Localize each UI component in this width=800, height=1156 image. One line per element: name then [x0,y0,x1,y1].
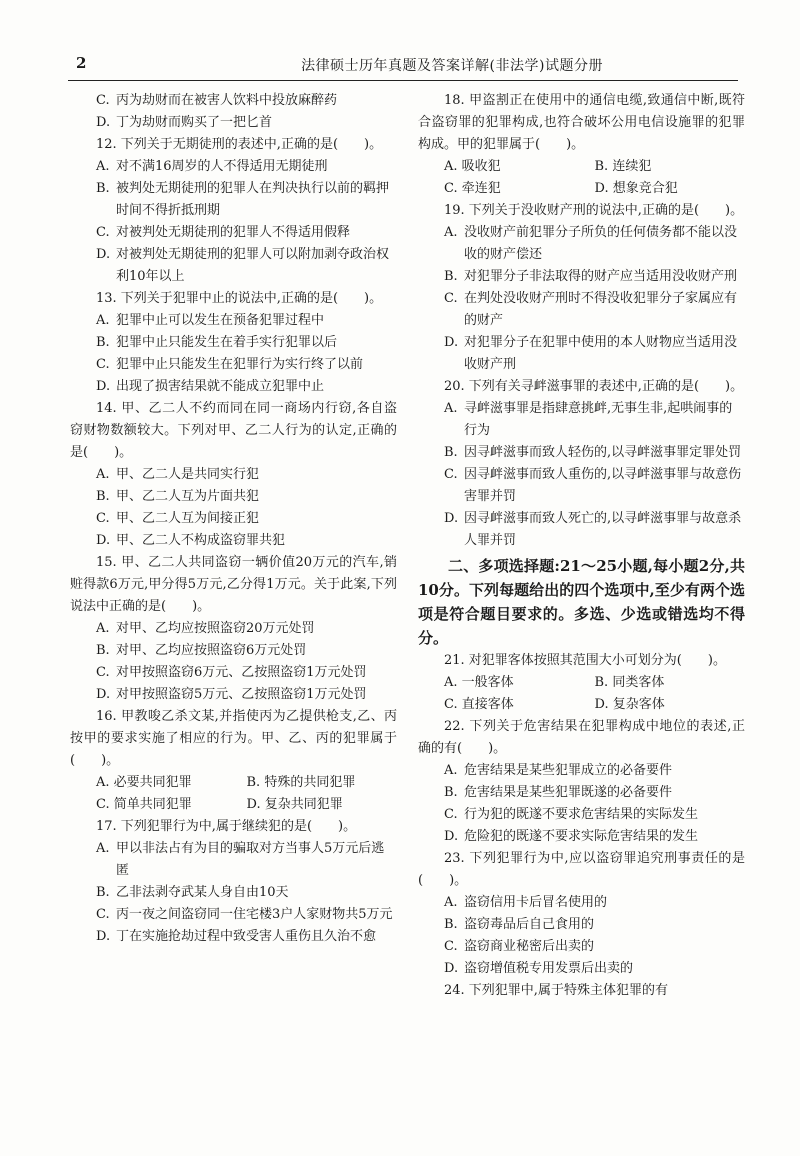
option-text: 犯罪中止可以发生在预备犯罪过程中 [116,313,325,328]
question-20-stem: 20. 下列有关寻衅滋事罪的表述中,正确的是( )。 [444,379,744,394]
option-row [418,156,745,178]
option-label: B. [96,489,110,504]
option-label: D. [594,697,609,712]
option [418,958,745,980]
option-text: 乙非法剥夺武某人身自由10天 [116,885,289,900]
option-label: A. [444,763,458,778]
option-text: 对不满16周岁的人不得适用无期徒刑 [116,159,328,174]
option [595,672,746,694]
option [70,178,397,222]
option-text: 对犯罪分子非法取得的财产应当适用没收财产刑 [464,269,738,284]
option-text: 丁为劫财而购买了一把匕首 [116,115,273,130]
option-label: A. [444,401,458,416]
option [70,926,397,948]
option-label: D. [444,511,459,526]
option [444,156,595,178]
option [70,618,397,640]
option-label: A. [444,895,458,910]
option [70,156,397,178]
option-row [418,672,745,694]
option-label: A. [96,621,110,636]
option-label: D. [444,961,459,976]
option [418,442,745,464]
option-label: B. [96,885,110,900]
option-row [70,772,397,794]
option [70,376,397,398]
option-text: 想象竞合犯 [612,181,678,196]
option [595,694,746,716]
option [418,464,745,508]
option-text: 寻衅滋事罪是指肆意挑衅,无事生非,起哄闹事的行为 [464,401,733,438]
option-text: 犯罪中止只能发生在着手实行犯罪以后 [116,335,338,350]
option [247,772,398,794]
option-label: C. [96,357,110,372]
option-label: C. [96,907,110,922]
option-text: 因寻衅滋事而致人死亡的,以寻衅滋事罪与故意杀人罪并罚 [464,511,742,548]
option-label: A. [444,159,458,174]
question-12-stem: 12. 下列关于无期徒刑的表述中,正确的是( )。 [96,137,383,152]
option-text: 对甲按照盗窃6万元、乙按照盗窃1万元处罚 [116,665,367,680]
question-14-stem: 14. 甲、乙二人不约而同在同一商场内行窃,各自盗窃财物数额较大。下列对甲、乙二人行为的认定,正确的是( )。 [70,401,397,460]
option [70,684,397,706]
right-column [418,90,745,1002]
option-row [418,178,745,200]
option [418,508,745,552]
option-label: C. [444,291,458,306]
option [70,530,397,552]
option-text: 盗窃毒品后自己食用的 [464,917,595,932]
option-label: D. [96,533,111,548]
section-heading: 二、多项选择题:21～25小题,每小题2分,共10分。下列每题给出的四个选项中,至少有两个选项是符合题目要求的。多选、少选或错选均不得分。 [418,557,745,647]
option [70,90,397,112]
option [444,672,595,694]
option-text: 盗窃信用卡后冒名使用的 [464,895,608,910]
option-label: B. [594,675,609,690]
option [70,244,397,288]
option [418,398,745,442]
question-19-stem: 19. 下列关于没收财产刑的说法中,正确的是( )。 [444,203,744,218]
option-label: C. [444,467,458,482]
option [418,760,745,782]
option-text: 甲、乙二人互为间接正犯 [116,511,260,526]
option-label: A. [444,225,458,240]
option-label: D. [594,181,609,196]
option [70,662,397,684]
option-text: 甲、乙二人是共同实行犯 [116,467,260,482]
option-label: A. [96,775,110,790]
left-column [70,90,397,948]
option-text: 在判处没收财产刑时不得没收犯罪分子家属应有的财产 [464,291,738,328]
option-text: 连续犯 [612,159,652,174]
option [70,332,397,354]
option-row [418,694,745,716]
option-label: B. [444,269,458,284]
option [444,178,595,200]
option-text: 危险犯的既遂不要求实际危害结果的发生 [464,829,699,844]
option [418,892,745,914]
option-text: 对甲、乙均应按照盗窃6万元处罚 [116,643,307,658]
option-label: D. [96,687,111,702]
option-text: 复杂共同犯罪 [264,797,343,812]
option-text: 盗窃增值税专用发票后出卖的 [464,961,634,976]
option [70,838,397,882]
option [418,222,745,266]
page-header [68,50,738,81]
option-label: C. [96,511,110,526]
option-text: 危害结果是某些犯罪既遂的必备要件 [464,785,673,800]
option [70,354,397,376]
question-22-stem: 22. 下列关于危害结果在犯罪构成中地位的表述,正确的有( )。 [418,719,745,756]
option-text: 对被判处无期徒刑的犯罪人不得适用假释 [116,225,351,240]
option-label: C. [96,225,110,240]
option [247,794,398,816]
question-18-stem: 18. 甲盗割正在使用中的通信电缆,致通信中断,既符合盗窃罪的犯罪构成,也符合破坏公用电信设施罪的犯罪构成。甲的犯罪属于( )。 [418,93,745,152]
option-text: 甲、乙二人互为片面共犯 [116,489,260,504]
option-text: 牵连犯 [461,181,501,196]
option-label: C. [96,93,110,108]
option-label: C. [96,797,110,812]
option [70,310,397,332]
option [96,772,247,794]
running-title: 法律硕士历年真题及答案详解(非法学)试题分册 [301,58,603,74]
option-label: B. [246,775,261,790]
option-label: B. [96,643,110,658]
option-text: 因寻衅滋事而致人重伤的,以寻衅滋事罪与故意伤害罪并罚 [464,467,742,504]
option [70,486,397,508]
option-text: 对甲、乙均应按照盗窃20万元处罚 [116,621,315,636]
option-text: 因寻衅滋事而致人轻伤的,以寻衅滋事罪定罪处罚 [464,445,742,460]
option-text: 危害结果是某些犯罪成立的必备要件 [464,763,673,778]
question-23-stem: 23. 下列犯罪行为中,应以盗窃罪追究刑事责任的是( )。 [418,851,745,888]
option-text: 简单共同犯罪 [113,797,192,812]
option-label: B. [594,159,609,174]
question-21-stem: 21. 对犯罪客体按照其范围大小可划分为( )。 [444,653,726,668]
option-label: C. [444,807,458,822]
option-label: B. [96,181,110,196]
option-label: D. [444,335,459,350]
question-13-stem: 13. 下列关于犯罪中止的说法中,正确的是( )。 [96,291,383,306]
option-text: 对甲按照盗窃5万元、乙按照盗窃1万元处罚 [116,687,367,702]
option-text: 犯罪中止只能发生在犯罪行为实行终了以前 [116,357,364,372]
option [70,640,397,662]
option-label: B. [96,335,110,350]
option-text: 对被判处无期徒刑的犯罪人可以附加剥夺政治权利10年以上 [116,247,390,284]
option-text: 直接客体 [461,697,514,712]
option [418,288,745,332]
option [70,508,397,530]
option-text: 对犯罪分子在犯罪中使用的本人财物应当适用没收财产刑 [464,335,738,372]
option-label: C. [444,181,458,196]
option-label: C. [96,665,110,680]
option-text: 出现了损害结果就不能成立犯罪中止 [116,379,325,394]
option-text: 复杂客体 [612,697,665,712]
option [418,936,745,958]
option-label: A. [96,467,110,482]
option-text: 必要共同犯罪 [113,775,192,790]
option-label: D. [96,247,111,262]
option-row [70,794,397,816]
option [70,882,397,904]
option [418,782,745,804]
option-text: 吸收犯 [461,159,501,174]
option-label: D. [96,929,111,944]
option-text: 丙为劫财而在被害人饮料中投放麻醉药 [116,93,338,108]
option [96,794,247,816]
question-24-stem: 24. 下列犯罪中,属于特殊主体犯罪的有 [444,983,668,998]
option [70,112,397,134]
option-label: C. [444,939,458,954]
option-text: 盗窃商业秘密后出卖的 [464,939,595,954]
option-text: 同类客体 [612,675,665,690]
option-text: 丙一夜之间盗窃同一住宅楼3户人家财物共5万元 [116,907,393,922]
option-label: B. [444,445,458,460]
question-17-stem: 17. 下列犯罪行为中,属于继续犯的是( )。 [96,819,357,834]
option [70,222,397,244]
option-label: D. [96,115,111,130]
option-text: 被判处无期徒刑的犯罪人在判决执行以前的羁押时间不得折抵刑期 [116,181,390,218]
option [418,332,745,376]
option [595,178,746,200]
option-label: A. [96,159,110,174]
option [418,826,745,848]
option-label: A. [444,675,458,690]
option [595,156,746,178]
option [418,266,745,288]
option-label: C. [444,697,458,712]
option-text: 甲以非法占有为目的骗取对方当事人5万元后逃匿 [116,841,385,878]
option-label: A. [96,313,110,328]
option-label: B. [444,917,458,932]
option-label: A. [96,841,110,856]
option [418,804,745,826]
option [70,904,397,926]
option-label: D. [96,379,111,394]
option-label: B. [444,785,458,800]
option-label: D. [444,829,459,844]
option-text: 特殊的共同犯罪 [264,775,356,790]
option-text: 一般客体 [461,675,514,690]
option [418,914,745,936]
question-16-stem: 16. 甲教唆乙杀文某,并指使丙为乙提供枪支,乙、丙按甲的要求实施了相应的行为。甲、乙、丙的犯罪属于( )。 [70,709,397,768]
option-label: D. [246,797,261,812]
option [444,694,595,716]
option-text: 行为犯的既遂不要求危害结果的实际发生 [464,807,699,822]
option-text: 丁在实施抢劫过程中致受害人重伤且久治不愈 [116,929,377,944]
option [70,464,397,486]
option-text: 没收财产前犯罪分子所负的任何债务都不能以没收的财产偿还 [464,225,738,262]
question-15-stem: 15. 甲、乙二人共同盗窃一辆价值20万元的汽车,销赃得款6万元,甲分得5万元,乙分得1万元。关于此案,下列说法中正确的是( )。 [70,555,397,614]
option-text: 甲、乙二人不构成盗窃罪共犯 [116,533,286,548]
page-number: 2 [76,54,87,72]
